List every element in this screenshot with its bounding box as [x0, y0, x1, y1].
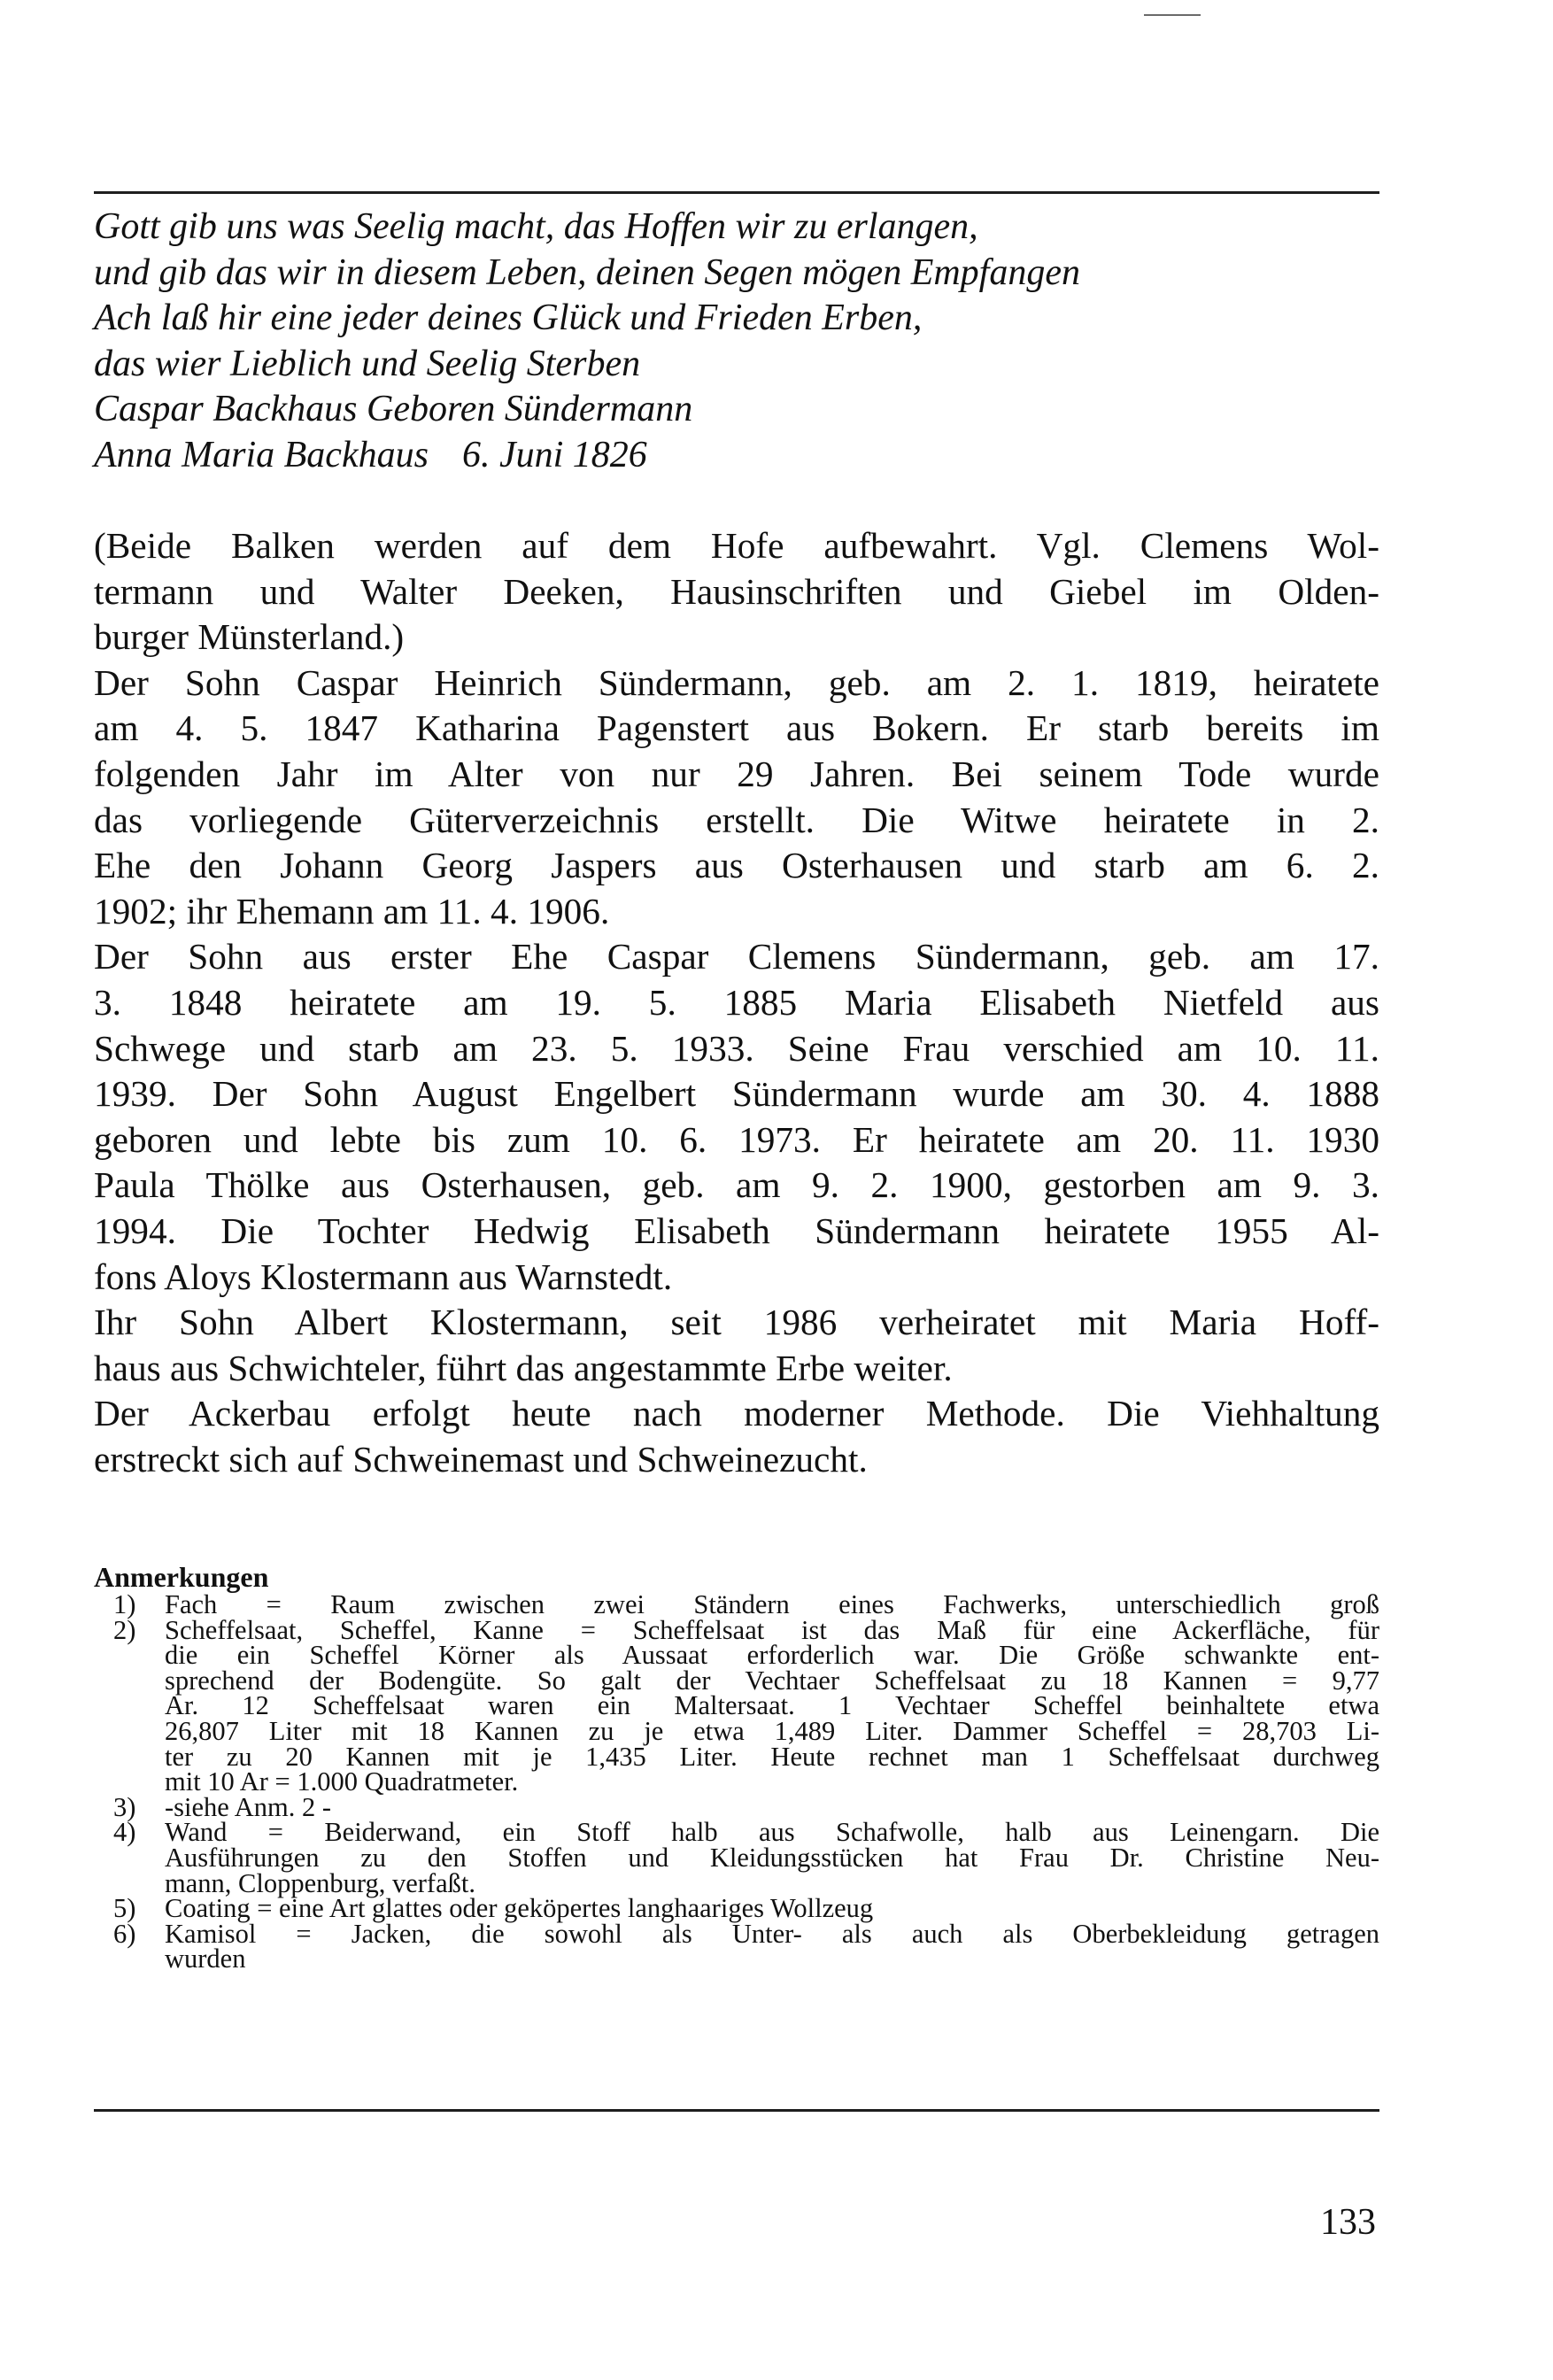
body-line: Ihr Sohn Albert Klostermann, seit 1986 verheiratet mit Maria Hoff-	[94, 1302, 1379, 1343]
poem-line: und gib das wir in diesem Leben, deinen Segen mögen Empfangen	[94, 251, 1080, 293]
footnote-line: -siehe Anm. 2 -	[165, 1791, 332, 1822]
poem-line: Ach laß hir eine jeder deines Glück und Frieden Erben,	[94, 298, 923, 338]
footnote-number: 3)	[113, 1791, 136, 1822]
poem-signature-line	[94, 433, 1422, 479]
footnote	[94, 1918, 1379, 1974]
body-line: (Beide Balken werden auf dem Hofe aufbewahrt. Vgl. Clemens Wol-	[94, 525, 1379, 566]
house-inscription-poem	[94, 205, 1422, 478]
body-text	[94, 523, 1379, 1482]
footnote-line: mann, Cloppenburg, verfaßt.	[165, 1867, 475, 1898]
footnote-line: Wand = Beiderwand, ein Stoff halb aus Schafwolle, halb aus Leinengarn. Die	[165, 1817, 1379, 1848]
footnote-line: die ein Scheffel Körner als Aussaat erforderlich war. Die Größe schwankte ent-	[165, 1640, 1379, 1671]
footnote	[94, 1589, 1379, 1619]
body-line: das vorliegende Güterverzeichnis erstellt. Die Witwe heiratete in 2.	[94, 799, 1379, 840]
body-line: 1994. Die Tochter Hedwig Elisabeth Sündermann heiratete 1955 Al-	[94, 1209, 1379, 1251]
footnotes-heading: Anmerkungen	[94, 1561, 269, 1593]
body-line: am 4. 5. 1847 Katharina Pagenstert aus Bokern. Er starb bereits im	[94, 707, 1379, 749]
body-line: fons Aloys Klostermann aus Warnstedt.	[94, 1256, 673, 1297]
footnotes	[94, 1562, 1379, 1972]
body-line: 1902; ihr Ehemann am 11. 4. 1906.	[94, 890, 610, 931]
footnote-number: 4)	[113, 1817, 136, 1848]
footnote-line: ter zu 20 Kannen mit je 1,435 Liter. Heute rechnet man 1 Scheffelsaat durchweg	[165, 1741, 1379, 1772]
footnote-number: 5)	[113, 1893, 136, 1924]
footnote-line: sprechend der Bodengüte. So galt der Vechtaer Scheffelsaat zu 18 Kannen = 9,77	[165, 1665, 1379, 1696]
footnote	[94, 1893, 1379, 1924]
footnote	[94, 1817, 1379, 1898]
poem-signature-date: 6. Juni 1826	[461, 434, 647, 475]
footnote-line: mit 10 Ar = 1.000 Quadratmeter.	[165, 1766, 519, 1797]
body-line: termann und Walter Deeken, Hausinschriften und Giebel im Olden-	[94, 570, 1379, 612]
body-line: 3. 1848 heiratete am 19. 5. 1885 Maria Elisabeth Nietfeld aus	[94, 981, 1379, 1023]
poem-line: Caspar Backhaus Geboren Sündermann	[94, 389, 693, 429]
footnote-line: Scheffelsaat, Scheffel, Kanne = Scheffelsaat ist das Maß für eine Ackerfläche, für	[165, 1614, 1379, 1645]
page-number: 133	[1320, 2202, 1376, 2243]
body-line: Der Sohn aus erster Ehe Caspar Clemens Sündermann, geb. am 17.	[94, 936, 1379, 978]
body-line: burger Münsterland.)	[94, 616, 405, 658]
footnote-number: 1)	[113, 1589, 136, 1619]
footnote-line: Fach = Raum zwischen zwei Ständern eines Fachwerks, unterschiedlich groß	[165, 1589, 1379, 1619]
body-line: 1939. Der Sohn August Engelbert Sündermann wurde am 30. 4. 1888	[94, 1073, 1379, 1115]
body-line: Der Ackerbau erfolgt heute nach moderner Methode. Die Viehhaltung	[94, 1393, 1379, 1434]
poem-signature-name: Anna Maria Backhaus	[94, 434, 429, 475]
footnote-line: Kamisol = Jacken, die sowohl als Unter- als auch als Oberbekleidung getragen	[165, 1918, 1379, 1949]
body-line: Ehe den Johann Georg Jaspers aus Osterhausen und starb am 6. 2.	[94, 845, 1379, 886]
footnote-line: Ausführungen zu den Stoffen und Kleidungsstücken hat Frau Dr. Christine Neu-	[165, 1842, 1379, 1873]
footnote	[94, 1614, 1379, 1797]
footnote-line: Coating = eine Art glattes oder geköpertes langhaariges Wollzeug	[165, 1893, 874, 1924]
poem-line: das wier Lieblich und Seelig Sterben	[94, 343, 641, 384]
footnote-number: 2)	[113, 1614, 136, 1645]
body-line: erstreckt sich auf Schweinemast und Schweinezucht.	[94, 1438, 868, 1480]
footnote-number: 6)	[113, 1918, 136, 1949]
scan-corner-mark	[1144, 14, 1201, 16]
bottom-rule	[94, 2109, 1379, 2112]
footnote	[94, 1791, 1379, 1822]
body-line: haus aus Schwichteler, führt das angestammte Erbe weiter.	[94, 1347, 953, 1388]
footnote-line: wurden	[165, 1943, 246, 1974]
body-line: Paula Thölke aus Osterhausen, geb. am 9. 2. 1900, gestorben am 9. 3.	[94, 1164, 1379, 1206]
body-line: geboren und lebte bis zum 10. 6. 1973. Er heiratete am 20. 11. 1930	[94, 1118, 1379, 1160]
footnote-line: 26,807 Liter mit 18 Kannen zu je etwa 1,489 Liter. Dammer Scheffel = 28,703 Li-	[165, 1715, 1379, 1746]
body-line: Der Sohn Caspar Heinrich Sündermann, geb. am 2. 1. 1819, heiratete	[94, 661, 1379, 703]
body-line: Schwege und starb am 23. 5. 1933. Seine Frau verschied am 10. 11.	[94, 1027, 1379, 1069]
poem-line: Gott gib uns was Seelig macht, das Hoffen wir zu erlangen,	[94, 206, 978, 247]
body-line: folgenden Jahr im Alter von nur 29 Jahren. Bei seinem Tode wurde	[94, 753, 1379, 794]
top-rule	[94, 191, 1379, 194]
footnote-line: Ar. 12 Scheffelsaat waren ein Maltersaat. 1 Vechtaer Scheffel beinhaltete etwa	[165, 1690, 1379, 1721]
